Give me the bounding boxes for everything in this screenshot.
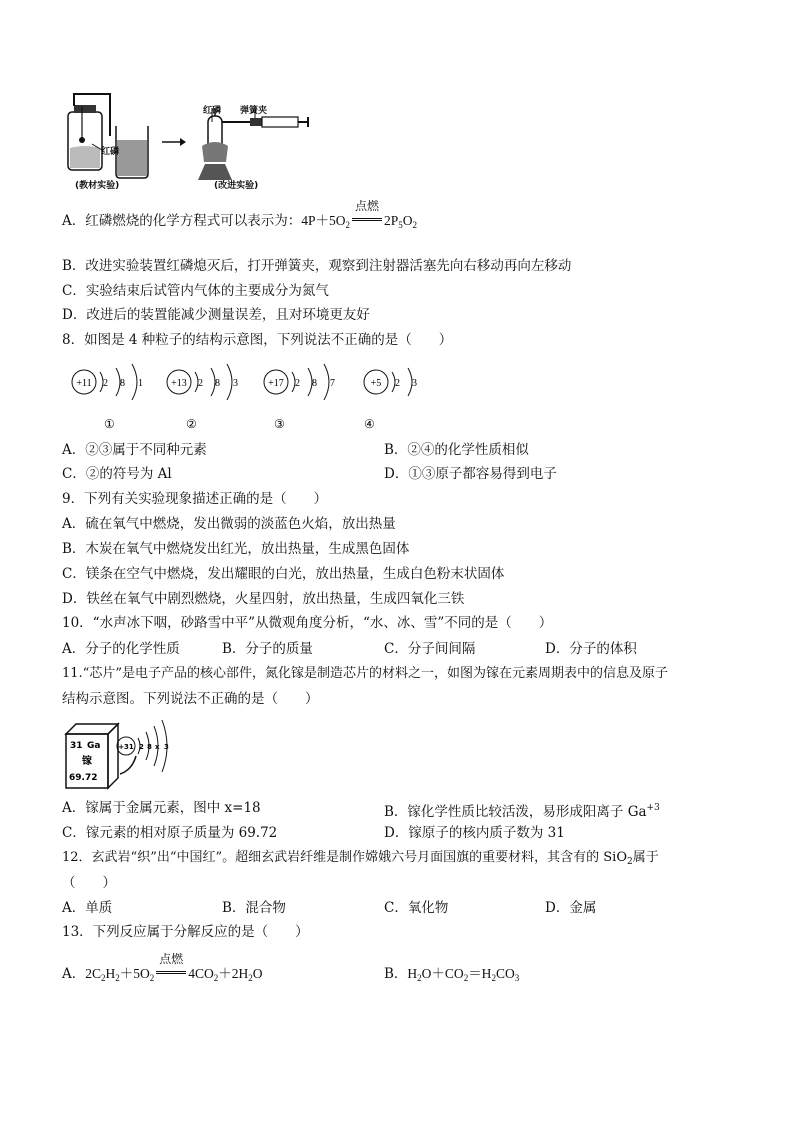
q11-stem-line2: 结构示意图。下列说法不正确的是（ ） (62, 691, 319, 707)
q9-option-a: A．硫在氧气中燃烧，发出微弱的淡蓝色火焰，放出热量 (62, 516, 396, 532)
atom-diagram-4 (364, 368, 417, 396)
q13-option-a: A．$2C_2H_2+5O_2$ 点燃 $4CO_2+2H_2O$ (62, 952, 263, 983)
atom-label-4: ④ (364, 417, 375, 431)
q10-option-b: B．分子的质量 (222, 641, 313, 657)
q13-stem: 13．下列反应属于分解反应的是（ ） (62, 924, 309, 940)
q10-option-c: C．分子间间隔 (384, 641, 476, 657)
shell-electrons: 2 (395, 378, 400, 389)
q8-option-c: C．②的符号为 Al (62, 466, 172, 482)
q13-option-b: B．$H_2O+CO_2=H_2CO_3$ (384, 966, 520, 983)
q10-option-a: A．分子的化学性质 (62, 641, 180, 657)
q10-option-d: D．分子的体积 (545, 641, 637, 657)
shell-electrons: 8 (215, 378, 220, 389)
apparatus-figure (62, 88, 312, 190)
caption-improved: (改进实验) (214, 181, 259, 191)
q10-stem: 10．“水声冰下咽，砂路雪中平”从微观角度分析，“水、冰、雪”不同的是（ ） (62, 615, 553, 631)
element-name: 镓 (82, 756, 92, 767)
q12-stem-line2: （ ） (62, 875, 116, 891)
q7-option-d: D．改进后的装置能减少测量误差，且对环境更友好 (62, 307, 370, 323)
shell-electrons: 7 (330, 378, 335, 389)
q12-option-c: C．氧化物 (384, 900, 449, 916)
q9-stem: 9．下列有关实验现象描述正确的是（ ） (62, 491, 328, 507)
shell-electrons: 2 (198, 378, 203, 389)
caption-textbook: (教材实验) (75, 181, 120, 191)
label-red-phosphorus-left: 红磷 (101, 147, 120, 157)
atom-label-1: ① (104, 417, 115, 431)
q8-option-b: B．②④的化学性质相似 (384, 442, 529, 458)
gallium-element-figure (62, 712, 174, 794)
q9-option-d: D．铁丝在氧气中剧烈燃烧，火星四射，放出热量，生成四氧化三铁 (62, 591, 465, 607)
q11-option-a: A．镓属于金属元素，图中 x=18 (62, 800, 261, 816)
shell-electrons: 2 (139, 743, 144, 751)
q12-option-a: A．单质 (62, 900, 113, 916)
shell-electrons: 8 (147, 743, 152, 751)
element-symbol: Ga (87, 741, 101, 751)
label-spring-clip: 弹簧夹 (240, 106, 268, 116)
atom-diagram-1 (72, 364, 143, 400)
nucleus-label: +5 (370, 378, 382, 389)
q11-option-d: D．镓原子的核内质子数为 31 (384, 825, 565, 841)
shell-electrons: 2 (103, 378, 108, 389)
shell-electrons: 8 (120, 378, 125, 389)
nucleus-label: +31 (118, 743, 134, 751)
shell-electrons: 8 (312, 378, 317, 389)
nucleus-label: +11 (76, 378, 92, 389)
atom-diagram-2 (167, 364, 238, 400)
q12-stem-line1: 12．玄武岩“织”出“中国红”。超细玄武岩纤维是制作嫦娥六号月面国旗的重要材料，其含有的 SiO$_2$属于 (62, 850, 659, 867)
shell-electrons: 1 (138, 378, 143, 389)
q12-option-d: D．金属 (545, 900, 597, 916)
q9-option-b: B．木炭在氧气中燃烧发出红光，放出热量，生成黑色固体 (62, 541, 410, 557)
reaction-condition-arrow: 点燃 (350, 212, 384, 230)
label-red-phosphorus-right: 红磷 (203, 106, 222, 116)
q8-option-a: A．②③属于不同种元素 (62, 442, 207, 458)
q7-option-b: B．改进实验装置红磷熄灭后，打开弹簧夹，观察到注射器活塞先向右移动再向左移动 (62, 258, 572, 274)
atom-label-2: ② (186, 417, 197, 431)
atom-structure-diagrams (62, 362, 442, 438)
shell-electrons: 3 (164, 743, 169, 751)
atomic-number: 31 (70, 741, 83, 751)
q9-option-c: C．镁条在空气中燃烧，发出耀眼的白光，放出热量，生成白色粉末状固体 (62, 566, 505, 582)
q7-option-c: C．实验结束后试管内气体的主要成分为氮气 (62, 283, 329, 299)
q12-option-b: B．混合物 (222, 900, 286, 916)
atom-label-3: ③ (274, 417, 285, 431)
q8-option-d: D．①③原子都容易得到电子 (384, 466, 557, 482)
nucleus-label: +17 (268, 378, 284, 389)
q11-stem-line1: 11.“芯片”是电子产品的核心部件，氮化镓是制造芯片的材料之一，如图为镓在元素周期表中的信息及原子 (62, 666, 668, 681)
atomic-mass: 69.72 (69, 773, 98, 783)
atom-diagram-3 (264, 364, 335, 400)
shell-electrons: x (155, 743, 160, 751)
q11-option-b: B．镓化学性质比较活泼，易形成阳离子 $Ga^{+3}$ (384, 803, 660, 820)
shell-electrons: 2 (295, 378, 300, 389)
q11-option-c: C．镓元素的相对原子质量为 69.72 (62, 825, 278, 841)
reaction-condition-arrow: 点燃 (154, 965, 188, 983)
nucleus-label: +13 (171, 378, 187, 389)
shell-electrons: 3 (233, 378, 238, 389)
q7-option-a: A．红磷燃烧的化学方程式可以表示为：$4P+5O_2$ 点燃 $2P_5O_2$ (62, 199, 418, 230)
q8-stem: 8．如图是 4 种粒子的结构示意图，下列说法不正确的是（ ） (62, 332, 453, 348)
shell-electrons: 3 (412, 378, 417, 389)
